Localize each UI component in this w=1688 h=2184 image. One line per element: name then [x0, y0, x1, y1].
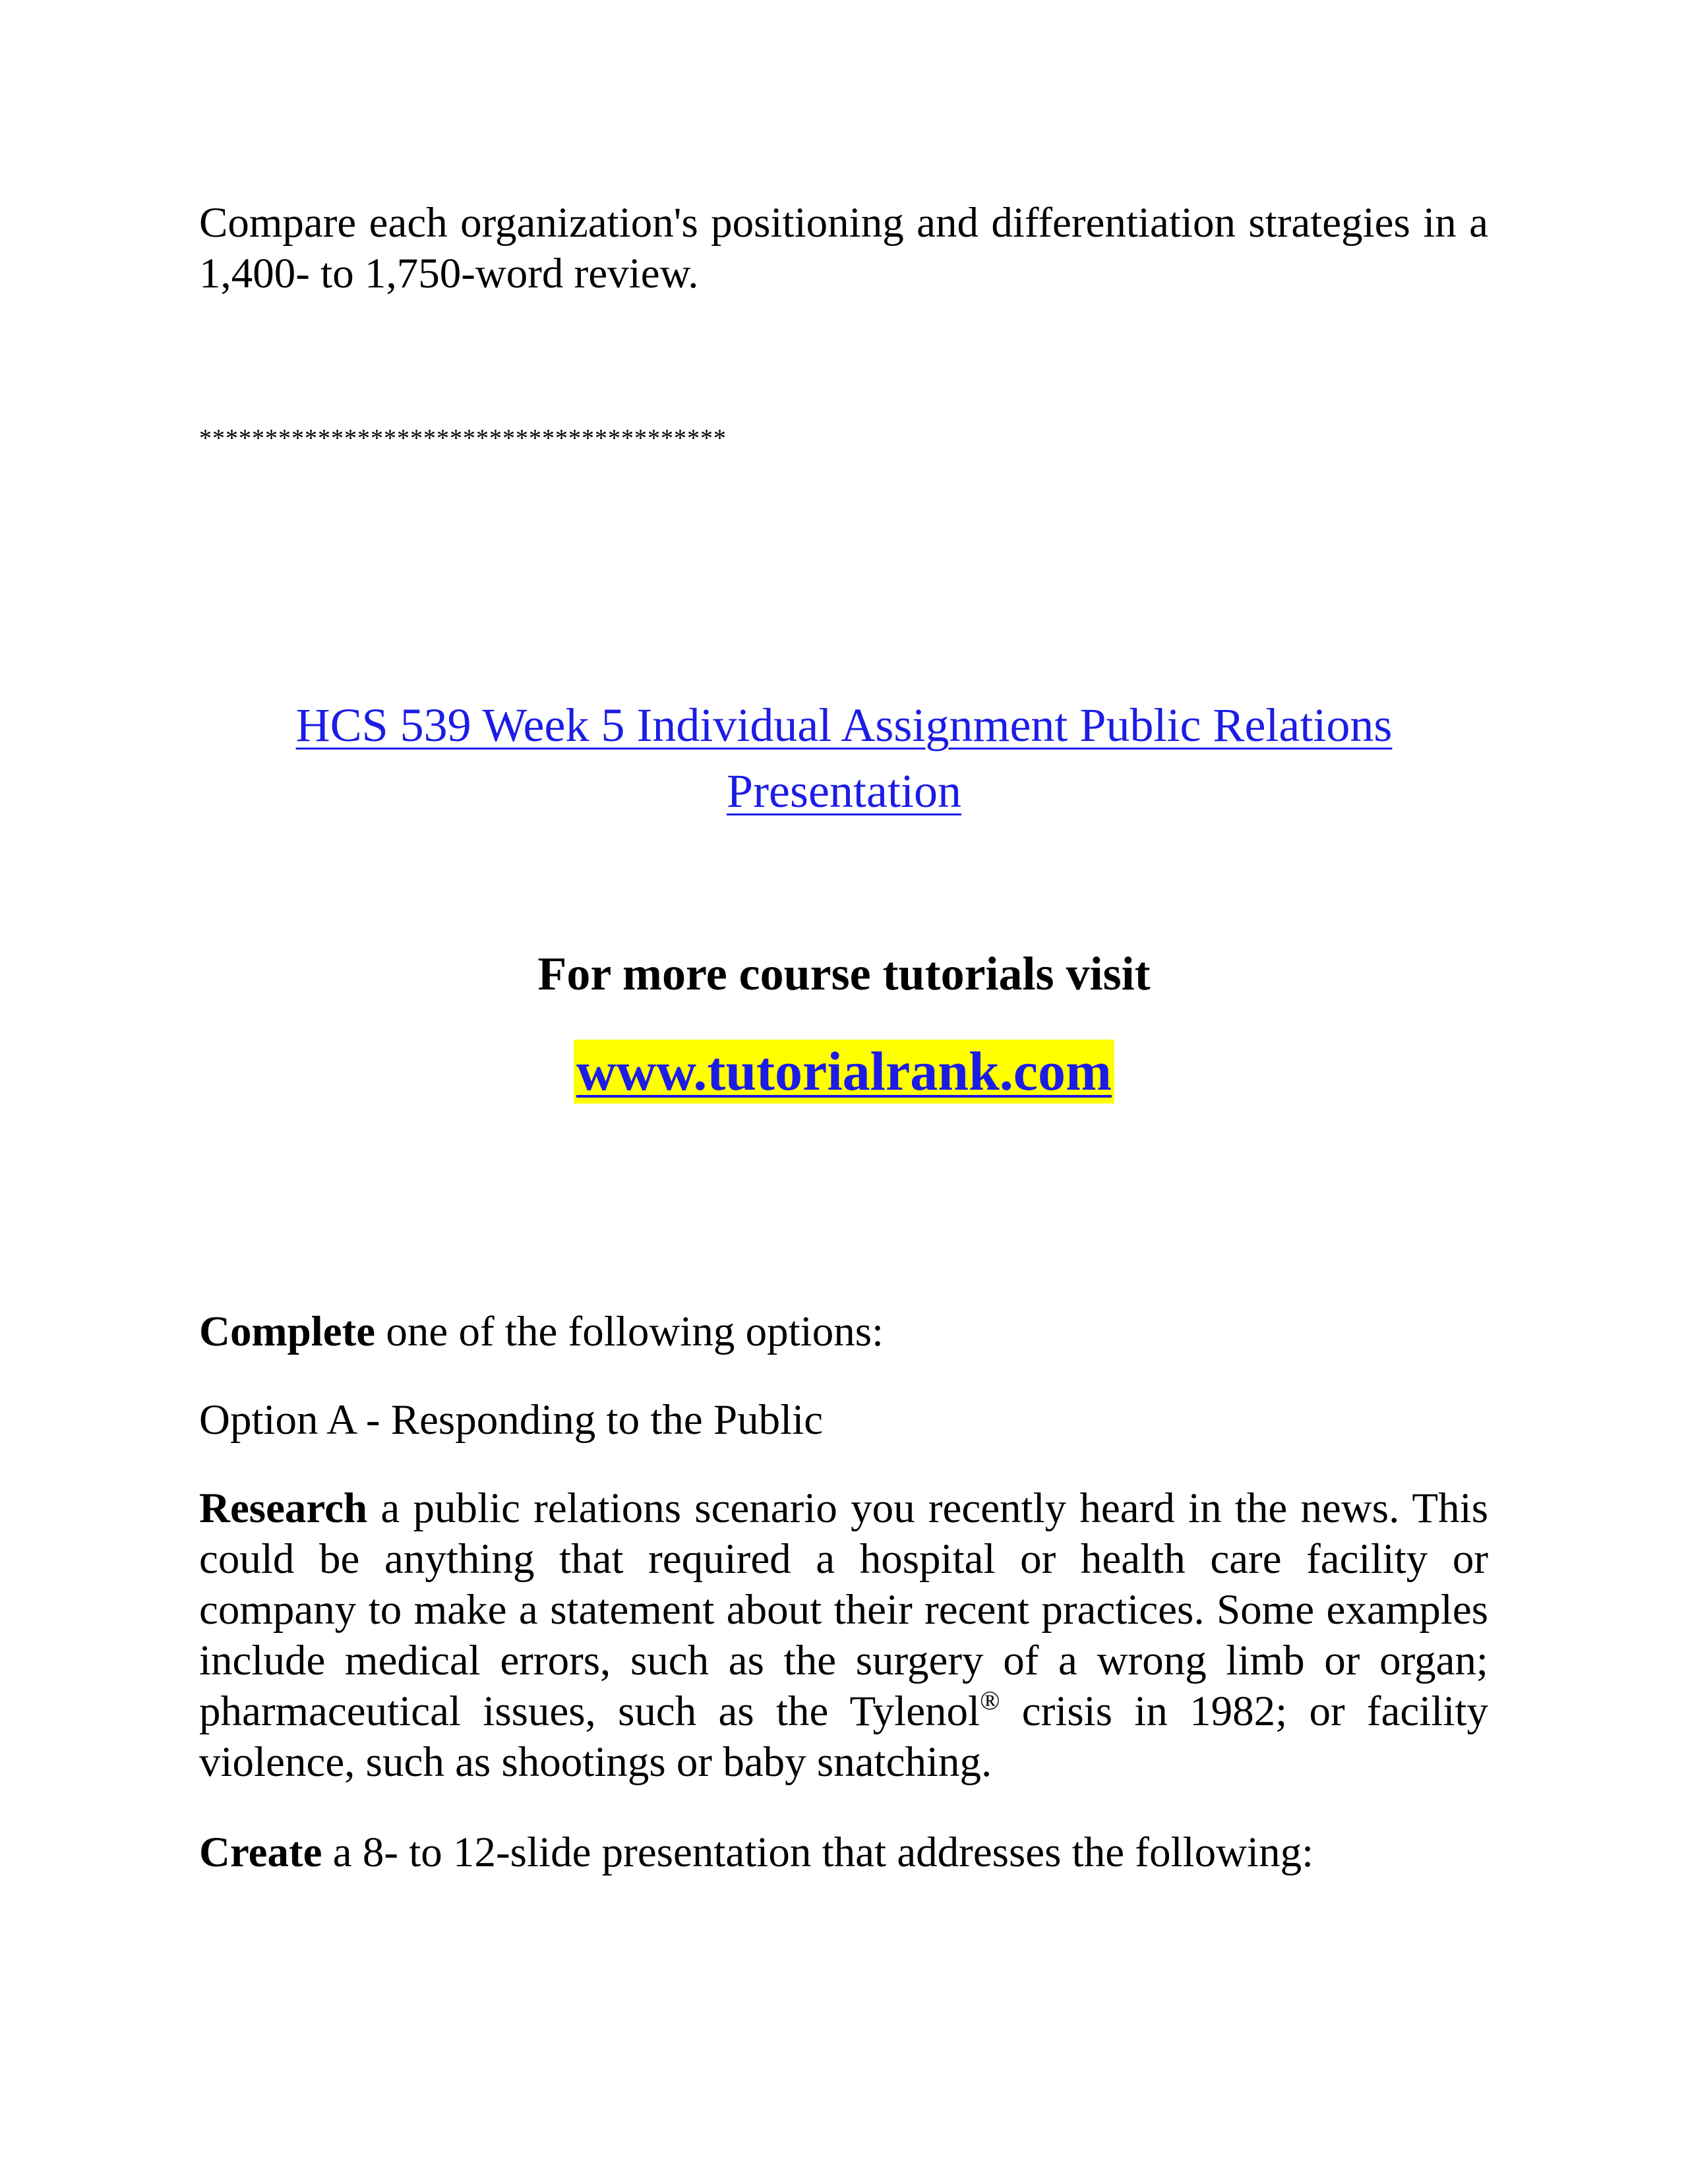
assignment-title	[0, 692, 1688, 824]
complete-bold-label: Complete	[199, 1308, 376, 1355]
registered-mark: ®	[980, 1686, 1000, 1715]
assignment-title-link[interactable]	[296, 699, 1393, 817]
research-paragraph	[199, 1483, 1488, 1788]
research-bold-label: Research	[199, 1485, 368, 1532]
complete-paragraph	[199, 1307, 1488, 1357]
tutorialrank-link[interactable]: www.tutorialrank.com	[574, 1040, 1114, 1104]
create-text: a 8- to 12-slide presentation that addresses the following:	[322, 1829, 1314, 1876]
separator-line: ****************************************	[199, 425, 727, 452]
research-text-part-2: crisis in 1982; or facility violence, such as shootings or baby snatching.	[199, 1688, 1488, 1786]
intro-paragraph: Compare each organization's positioning and differentiation strategies in a 1,400- to 1,750-word review.	[199, 199, 1488, 297]
complete-text: one of the following options:	[375, 1308, 884, 1355]
promo-heading: For more course tutorials visit	[537, 947, 1151, 1000]
create-bold-label: Create	[199, 1829, 322, 1876]
create-paragraph	[199, 1827, 1488, 1878]
promo-url	[0, 1036, 1688, 1107]
research-text-part-1: a public relations scenario you recently heard in the news. This could be anything that required a hospital or health care facility or company to make a statement about their recent practices. Some examples include medical errors, such as the surgery of a wrong limb or organ; pharmaceutical issues, such as the Tylenol	[199, 1485, 1488, 1735]
assignment-title-line-1: HCS 539 Week 5 Individual Assignment Public Relations	[295, 699, 1393, 752]
assignment-title-line-2: Presentation	[727, 765, 961, 817]
option-a-heading: Option A - Responding to the Public	[199, 1396, 824, 1444]
